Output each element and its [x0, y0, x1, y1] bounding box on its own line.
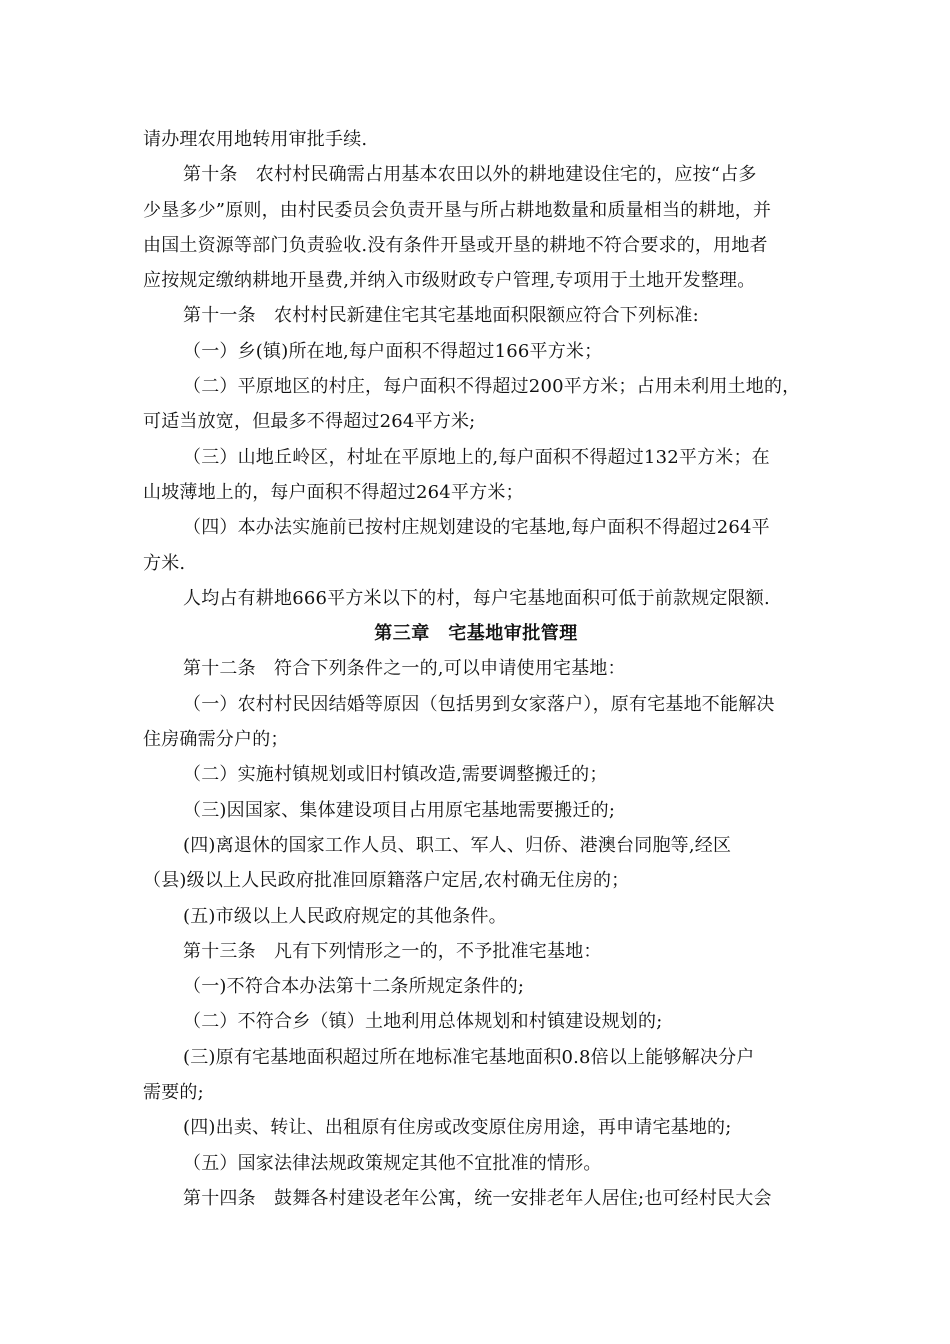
clause-item: （五）国家法律法规政策规定其他不宜批准的情形。 [183, 1152, 602, 1174]
clause-item: （二）不符合乡（镇）土地利用总体规划和村镇建设规划的; [183, 1011, 663, 1033]
clause-item: （二）实施村镇规划或旧村镇改造,需要调整搬迁的； [183, 764, 608, 786]
clause-item: （三)因国家、集体建设项目占用原宅基地需要搬迁的; [183, 799, 616, 821]
article-12: 第十二条 符合下列条件之一的,可以申请使用宅基地： [183, 658, 626, 680]
chapter-heading: 第三章 宅基地审批管理 [374, 623, 578, 645]
text-line: 方米. [143, 552, 186, 574]
document-body [143, 122, 809, 1216]
article-10: 第十条 农村村民确需占用基本农田以外的耕地建设住宅的，应按“占多 [183, 164, 757, 186]
text-line: 山坡薄地上的，每户面积不得超过264平方米； [143, 481, 524, 503]
clause-item: (四)离退休的国家工作人员、职工、军人、归侨、港澳台同胞等,经区 [183, 834, 732, 856]
article-14: 第十四条 鼓舞各村建设老年公寓，统一安排老年人居住;也可经村民大会 [183, 1187, 772, 1209]
article-11: 第十一条 农村村民新建住宅其宅基地面积限额应符合下列标准: [183, 305, 699, 327]
clause-item: （一）农村村民因结婚等原因（包括男到女家落户），原有宅基地不能解决 [183, 693, 775, 715]
text-line: 人均占有耕地666平方米以下的村，每户宅基地面积可低于前款规定限额. [183, 587, 770, 609]
clause-item: （一)不符合本办法第十二条所规定条件的; [183, 976, 525, 998]
text-line: 住房确需分户的； [143, 729, 289, 751]
text-line: 请办理农用地转用审批手续. [143, 129, 368, 150]
text-line: 少垦多少”原则，由村民委员会负责开垦与所占耕地数量和质量相当的耕地，并 [143, 199, 772, 221]
clause-item: （一）乡(镇)所在地,每户面积不得超过166平方米； [183, 340, 603, 362]
clause-item: (五)市级以上人民政府规定的其他条件。 [183, 905, 507, 927]
clause-item: （四）本办法实施前已按村庄规划建设的宅基地,每户面积不得超过264平 [183, 517, 770, 539]
clause-item: (四)出卖、转让、出租原有住房或改变原住房用途，再申请宅基地的; [183, 1117, 732, 1139]
text-line: （县)级以上人民政府批准回原籍落户定居,农村确无住房的； [143, 870, 630, 892]
article-13: 第十三条 凡有下列情形之一的，不予批准宅基地： [183, 940, 602, 962]
clause-item: （二）平原地区的村庄，每户面积不得超过200平方米；占用未利用土地的， [183, 376, 801, 398]
clause-item: (三)原有宅基地面积超过所在地标准宅基地面积0.8倍以上能够解决分户 [183, 1046, 755, 1068]
text-line: 应按规定缴纳耕地开垦费,并纳入市级财政专户管理,专项用于土地开发整理。 [143, 270, 756, 292]
text-line: 需要的; [143, 1082, 204, 1104]
text-line: 可适当放宽，但最多不得超过264平方米; [143, 411, 476, 433]
clause-item: （三）山地丘岭区，村址在平原地上的,每户面积不得超过132平方米；在 [183, 446, 770, 468]
text-line: 由国土资源等部门负责验收.没有条件开垦或开垦的耕地不符合要求的，用地者 [143, 234, 768, 256]
